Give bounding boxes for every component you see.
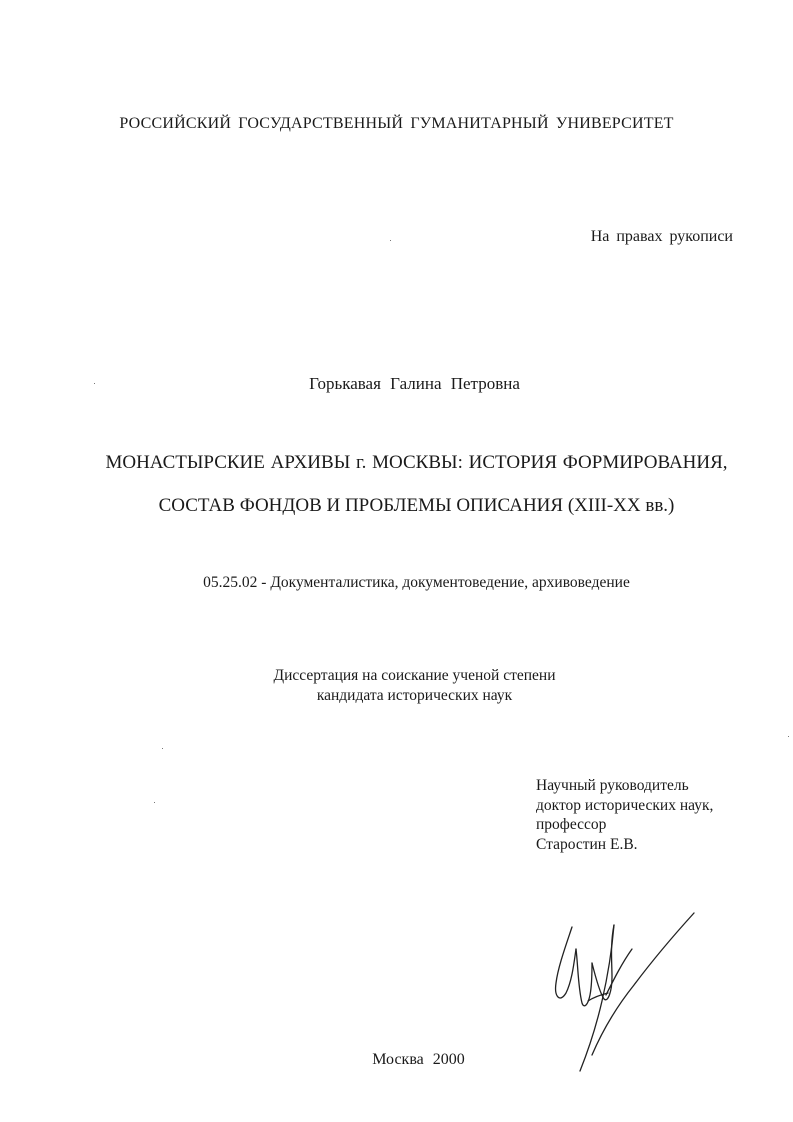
scan-speck [788,736,789,737]
city-and-year: Москва 2000 [372,1051,465,1068]
author-name: Горькавая Галина Петровна [309,374,520,393]
supervisor-line-4: Старостин Е.В. [536,835,638,853]
supervisor-line-3: профессор [536,816,607,833]
manuscript-rights-note: На правах рукописи [590,228,733,245]
scan-speck [162,748,163,749]
supervisor-line-1: Научный руководитель [536,777,689,794]
scan-speck [154,802,155,803]
degree-statement-line-2: кандидата исторических наук [316,687,513,704]
dissertation-title-line-1: МОНАСТЫРСКИЕ АРХИВЫ г. МОСКВЫ: ИСТОРИЯ ФОРМИРОВАНИЯ, [105,452,728,473]
degree-statement [18,666,793,706]
university-name: РОССИЙСКИЙ ГОСУДАРСТВЕННЫЙ ГУМАНИТАРНЫЙ УНИВЕРСИТЕТ [119,115,674,132]
degree-statement-line-1: Диссертация на соискание ученой степени [273,667,556,684]
scientific-supervisor-block [536,776,713,854]
scan-speck [390,240,391,241]
supervisor-line-2: доктор исторических наук, [536,796,714,814]
dissertation-title-line-2: СОСТАВ ФОНДОВ И ПРОБЛЕМЫ ОПИСАНИЯ (XIII-XX вв.) [158,495,675,516]
specialty-code: 05.25.02 - Документалистика, документоведение, архивоведение [203,574,630,591]
handwritten-signature [548,905,698,1075]
scan-speck [94,383,95,384]
